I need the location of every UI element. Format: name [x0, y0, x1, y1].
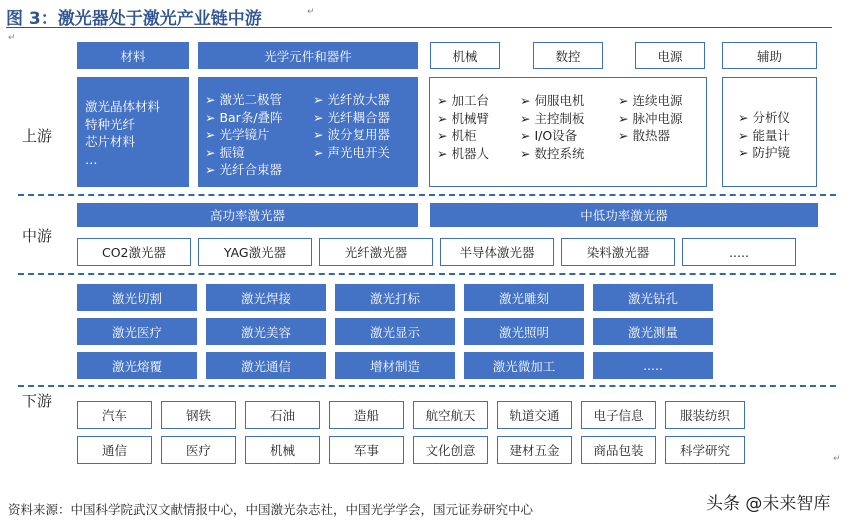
auxiliary-items [738, 109, 790, 162]
mechanical-items [437, 92, 489, 162]
industry-box: 造船 [329, 401, 404, 429]
optics-list-col1 [205, 91, 283, 179]
return-mark-icon: ↵ [833, 454, 841, 464]
application-box: ..... [593, 352, 713, 379]
list-item: ➢ 机器人 [437, 145, 489, 161]
list-item: 激光晶体材料 [85, 99, 161, 114]
list-item: 特种光纤 [85, 116, 136, 132]
industry-box: 石油 [245, 401, 320, 429]
application-box: 激光钻孔 [593, 284, 713, 311]
figure-title: 图 3：激光器处于激光产业链中游 [6, 9, 262, 29]
list-item: ➢ 光纤合束器 [205, 162, 282, 177]
application-box: 激光医疗 [77, 318, 197, 345]
industry-box: 电子信息 [581, 401, 656, 429]
list-item: ➢ 激光二极管 [205, 92, 282, 107]
laser-type-box: ..... [682, 238, 796, 266]
power-items [618, 92, 682, 145]
industry-box: 航空航天 [413, 401, 488, 429]
industry-box: 汽车 [77, 401, 152, 429]
optics-list [198, 77, 418, 187]
industry-box: 军事 [329, 436, 404, 464]
industry-box: 钢铁 [161, 401, 236, 429]
stage-label-downstream: 下游 [22, 392, 53, 410]
cnc-items [520, 92, 584, 162]
industry-box: 科学研究 [665, 436, 745, 464]
list-item: ➢ 脉冲电源 [618, 110, 683, 126]
industry-box: 商品包装 [581, 436, 656, 464]
laser-type-box: 光纤激光器 [319, 238, 433, 266]
list-item: 芯片材料 [85, 134, 136, 149]
laser-type-box: 半导体激光器 [440, 238, 554, 266]
header-optics: 光学元件和器件 [198, 42, 418, 69]
industry-box: 服装纺织 [665, 401, 745, 429]
materials-list [77, 77, 189, 187]
application-box: 激光打标 [335, 284, 455, 311]
list-item: ➢ 光纤耦合器 [313, 109, 390, 125]
return-mark-icon: ↵ [8, 33, 16, 43]
industry-box: 机械 [245, 436, 320, 464]
industry-box: 医疗 [161, 436, 236, 464]
application-box: 激光焊接 [206, 284, 326, 311]
list-item: ➢ 声光电开关 [313, 144, 390, 160]
industry-box: 建材五金 [497, 436, 572, 464]
optics-list-col2 [313, 91, 390, 161]
watermark: 头条 @未来智库 [706, 494, 831, 514]
divider-downstream [18, 385, 836, 387]
list-item: … [85, 151, 98, 167]
application-box: 激光测量 [593, 318, 713, 345]
laser-type-box: CO2激光器 [77, 238, 191, 266]
list-item: ➢ 散热器 [618, 128, 670, 143]
industry-box: 轨道交通 [497, 401, 572, 429]
list-item: ➢ 主控制板 [520, 110, 585, 126]
return-mark-icon: ↵ [307, 7, 315, 17]
list-item: ➢ 分析仪 [738, 110, 790, 125]
industry-box: 文化创意 [413, 436, 488, 464]
application-box: 激光微加工 [464, 352, 584, 379]
header-power: 电源 [635, 42, 705, 69]
list-item: ➢ 连续电源 [618, 93, 683, 108]
application-box: 激光熔覆 [77, 352, 197, 379]
laser-type-box: 染料激光器 [561, 238, 675, 266]
equipment-list [429, 77, 707, 187]
list-item: ➢ 伺服电机 [520, 93, 585, 108]
list-item: ➢ 波分复用器 [313, 127, 390, 142]
list-item: ➢ 能量计 [738, 127, 790, 143]
list-item: ➢ 振镜 [205, 144, 245, 160]
application-box: 激光美容 [206, 318, 326, 345]
list-item: ➢ 防护镜 [738, 145, 790, 160]
list-item: ➢ 机械臂 [437, 110, 489, 126]
list-item: ➢ Bar条/叠阵 [205, 109, 283, 125]
divider-upstream-midstream [18, 194, 836, 196]
high-power-laser-bar: 高功率激光器 [77, 203, 418, 227]
list-item: ➢ 光学镜片 [205, 127, 270, 142]
laser-type-box: YAG激光器 [198, 238, 312, 266]
application-box: 激光通信 [206, 352, 326, 379]
list-item: ➢ 加工台 [437, 93, 489, 108]
application-box: 激光显示 [335, 318, 455, 345]
stage-label-midstream: 中游 [22, 227, 53, 245]
list-item: ➢ 光纤放大器 [313, 92, 390, 107]
application-box: 激光雕刻 [464, 284, 584, 311]
application-box: 激光切割 [77, 284, 197, 311]
application-box: 增材制造 [335, 352, 455, 379]
title-rule [6, 27, 832, 28]
header-cnc: 数控 [533, 42, 603, 69]
list-item: ➢ 数控系统 [520, 145, 585, 161]
header-mechanical: 机械 [430, 42, 500, 69]
application-box: 激光照明 [464, 318, 584, 345]
industry-box: 通信 [77, 436, 152, 464]
list-item: ➢ I/O设备 [520, 128, 578, 143]
header-auxiliary: 辅助 [722, 42, 817, 69]
stage-label-upstream: 上游 [22, 127, 53, 145]
divider-midstream-downstream [18, 273, 836, 275]
header-materials: 材料 [77, 42, 189, 69]
auxiliary-list [722, 77, 817, 187]
mid-low-power-laser-bar: 中低功率激光器 [430, 203, 818, 227]
list-item: ➢ 机柜 [437, 128, 477, 143]
source-note: 资料来源：中国科学院武汉文献情报中心，中国激光杂志社，中国光学学会，国元证券研究中心 [8, 502, 534, 517]
